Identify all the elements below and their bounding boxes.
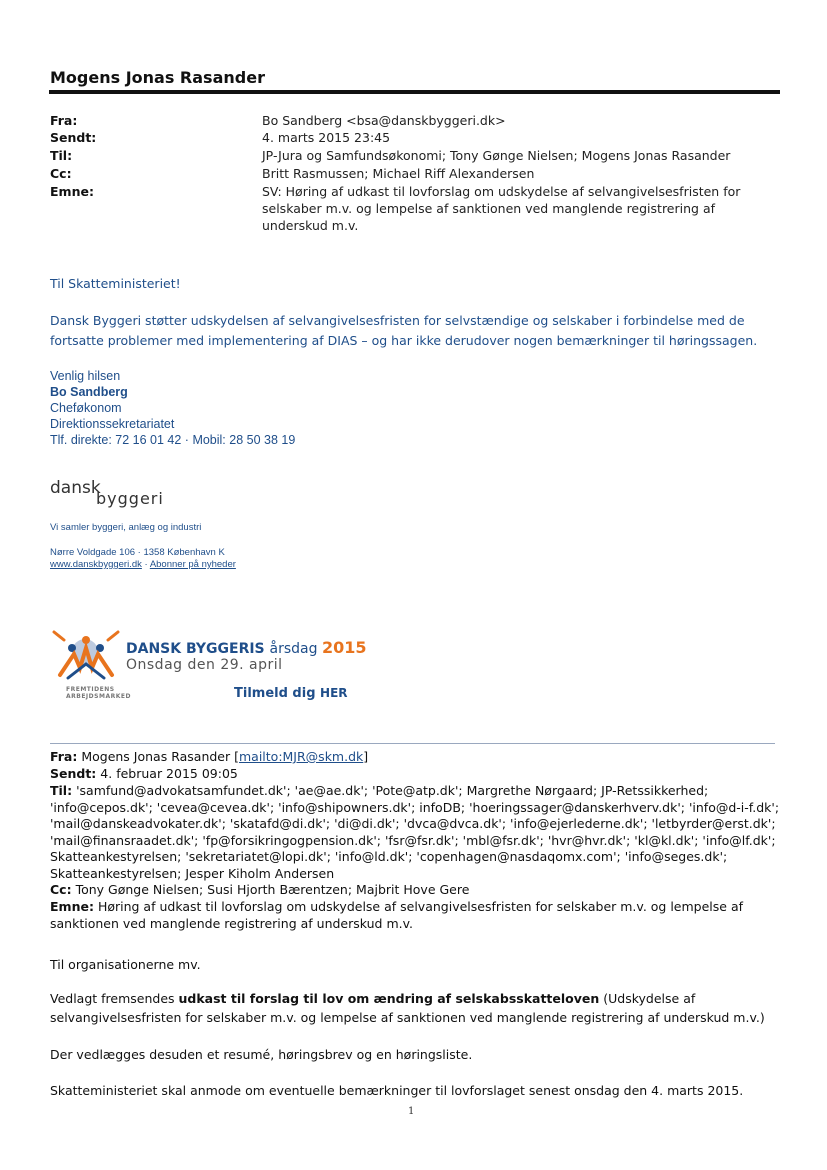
banner-cta-part1: Tilmeld dig (234, 686, 321, 701)
banner-logo-line1: FREMTIDENS (66, 686, 115, 693)
logo-word-byggeri: byggeri (96, 489, 164, 508)
p2-start: Vedlagt fremsendes (50, 991, 179, 1006)
original-paragraph-1: Til organisationerne mv. (50, 957, 201, 972)
website-link[interactable]: www.danskbyggeri.dk (50, 559, 142, 570)
original-to (50, 783, 780, 882)
subject-label: Emne: (50, 184, 94, 199)
signature-closing: Venlig hilsen (50, 369, 121, 383)
header-rule (49, 90, 780, 94)
signature-address: Nørre Voldgade 106 · 1358 København K (50, 547, 225, 558)
original-to-label: Til: (50, 783, 73, 798)
from-label: Fra: (50, 113, 78, 128)
original-subject-label: Emne: (50, 899, 94, 914)
p2-bold: udkast til forslag til lov om ændring af selskabsskatteloven (178, 991, 600, 1006)
p2-end: (Udskydelse af selvangivelsesfristen for selskaber m.v. og lempelse af sanktionen ved manglende registrering af underskud m.v.) (50, 991, 765, 1025)
original-sent-value: 4. februar 2015 09:05 (100, 766, 238, 781)
original-paragraph-3: Der vedlægges desuden et resumé, høringsbrev og en høringsliste. (50, 1047, 473, 1062)
signature-name: Bo Sandberg (50, 385, 128, 399)
original-from-bracket: ] (363, 749, 369, 764)
original-subject (50, 899, 780, 932)
link-separator: · (141, 559, 150, 570)
banner-cta-part2: HER (320, 686, 348, 700)
dansk-byggeri-logo (50, 478, 164, 508)
banner-logo-line2: ARBEJDSMARKED (66, 693, 131, 700)
cc-label: Cc: (50, 166, 72, 181)
newsletter-link[interactable]: Abonner på nyheder (149, 559, 236, 570)
signature-department: Direktionssekretariatet (50, 417, 175, 431)
original-paragraph-4: Skatteministeriet skal anmode om eventuelle bemærkninger til lovforslaget senest onsdag den 4. marts 2015. (50, 1083, 744, 1098)
original-from-label: Fra: (50, 749, 78, 764)
banner-title-part2: årsdag (269, 641, 322, 657)
original-cc-label: Cc: (50, 882, 72, 897)
sent-label: Sendt: (50, 130, 97, 145)
banner-title-part1: DANSK BYGGERIS (126, 641, 270, 657)
logo-word-dansk: dansk (50, 478, 101, 498)
original-from (50, 749, 780, 766)
banner-year: 2015 (321, 638, 367, 657)
original-cc (50, 882, 780, 899)
email-divider (50, 743, 775, 744)
page-number: 1 (408, 1106, 415, 1117)
original-from-value: Mogens Jonas Rasander [ (81, 749, 239, 764)
original-from-mailto-link[interactable]: mailto:MJR@skm.dk (238, 749, 364, 764)
banner-cta[interactable] (234, 686, 348, 701)
banner-title (126, 638, 366, 657)
signature-links (50, 559, 236, 570)
signature-tagline: Vi samler byggeri, anlæg og industri (50, 522, 202, 533)
subject-value: SV: Høring af udkast til lovforslag om udskydelse af selvangivelsesfristen for selskaber m.v. og lempelse af sanktionen ved manglende registrering af underskud m.v. (262, 184, 741, 233)
figures-logo-icon (54, 632, 118, 678)
reply-body: Dansk Byggeri støtter udskydelsen af selvangivelsesfristen for selvstændige og selskaber i forbindelse med de fortsatte problemer med implementering af DIAS – og har ikke derudover nogen bemærkninger til høringssagen. (50, 313, 758, 348)
from-value: Bo Sandberg <bsa@danskbyggeri.dk> (262, 113, 506, 128)
banner-date: Onsdag den 29. april (126, 657, 283, 673)
original-to-value: 'samfund@advokatsamfundet.dk'; 'ae@ae.dk'; 'Pote@atp.dk'; Margrethe Nørgaard; JP-Retssikkerhed; 'info@cepos.dk'; 'cevea@cevea.dk'; 'info@shipowners.dk'; infoDB; 'hoeringssager@danskerhverv.dk'; 'info@d-i-f.dk'; 'mail@danskeadvokater.dk'; 'skatafd@di.dk'; 'di@di.dk'; 'dvca@dvca.dk'; 'info@ejerlederne.dk'; 'letbyrder@erst.dk'; 'mail@finansraadet.dk'; 'fp@forsikringogpension.dk'; 'fsr@fsr.dk'; 'mbl@fsr.dk'; 'hvr@hvr.dk'; 'kl@kl.dk'; 'info@lf.dk'; Skatteankestyrelsen; 'sekretariatet@lopi.dk'; 'info@ld.dk'; 'copenhagen@nasdaqomx.com'; 'info@seges.dk'; Skatteankestyrelsen; Jesper Kiholm Andersen (50, 783, 780, 881)
reply-greeting: Til Skatteministeriet! (50, 276, 181, 291)
signature-phones: Tlf. direkte: 72 16 01 42 · Mobil: 28 50 38 19 (50, 433, 296, 447)
original-subject-value: Høring af udkast til lovforslag om udskydelse af selvangivelsesfristen for selskaber m.v. og lempelse af sanktionen ved manglende registrering af underskud m.v. (50, 899, 743, 931)
to-value: JP-Jura og Samfundsøkonomi; Tony Gønge Nielsen; Mogens Jonas Rasander (262, 148, 731, 163)
event-banner[interactable] (50, 620, 390, 710)
original-cc-value: Tony Gønge Nielsen; Susi Hjorth Bærentzen; Majbrit Hove Gere (75, 882, 470, 897)
banner-logo-text (66, 686, 131, 700)
sent-value: 4. marts 2015 23:45 (262, 130, 391, 145)
original-sent-label: Sendt: (50, 766, 97, 781)
to-label: Til: (50, 148, 73, 163)
original-sent (50, 766, 780, 783)
signature-title: Cheføkonom (50, 401, 122, 415)
cc-value: Britt Rasmussen; Michael Riff Alexandersen (262, 166, 535, 181)
original-paragraph-2 (50, 989, 785, 1027)
document-owner-name: Mogens Jonas Rasander (50, 68, 265, 87)
